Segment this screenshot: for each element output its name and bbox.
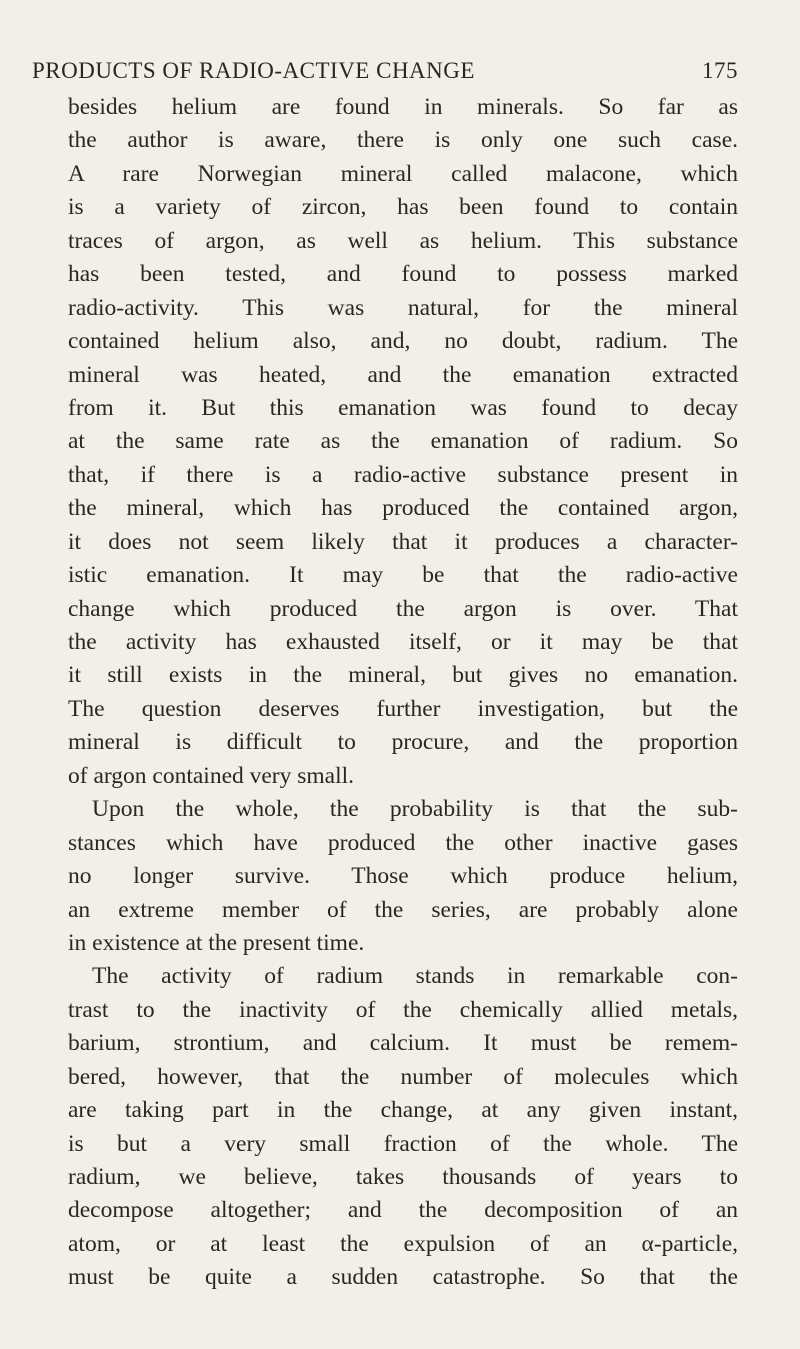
text-line: in existence at the present time. [68, 929, 365, 956]
text-line: Upon the whole, the probability is that the sub- [92, 796, 738, 823]
text-line: from it. But this emanation was found to decay [68, 394, 738, 421]
text-line: decompose altogether; and the decomposition of an [68, 1197, 738, 1224]
text-line: istic emanation. It may be that the radio-active [68, 562, 738, 589]
text-line: is but a very small fraction of the whole. The [68, 1130, 738, 1157]
running-header [32, 58, 738, 84]
text-line: atom, or at least the expulsion of an α-particle, [68, 1230, 738, 1257]
text-line: traces of argon, as well as helium. This substance [68, 227, 738, 254]
text-line: besides helium are found in minerals. So far as [68, 94, 738, 120]
running-title: PRODUCTS OF RADIO-ACTIVE CHANGE [32, 58, 475, 83]
text-line: mineral was heated, and the emanation extracted [68, 361, 738, 388]
text-line: it still exists in the mineral, but gives no emanation. [68, 662, 738, 689]
text-line: contained helium also, and, no doubt, radium. The [68, 328, 738, 355]
text-line: radio-activity. This was natural, for the mineral [68, 294, 738, 321]
text-line: The question deserves further investigation, but the [68, 695, 738, 722]
text-line: mineral is difficult to procure, and the proportion [68, 729, 738, 756]
text-line: it does not seem likely that it produces a character- [68, 528, 738, 555]
body-text [68, 91, 738, 1295]
text-line: an extreme member of the series, are probably alone [68, 896, 738, 923]
text-line: the mineral, which has produced the contained argon, [68, 495, 738, 522]
text-line: has been tested, and found to possess marked [68, 261, 738, 288]
text-line: trast to the inactivity of the chemically allied metals, [68, 996, 738, 1023]
text-line: change which produced the argon is over. That [68, 595, 738, 622]
text-line: are taking part in the change, at any given instant, [68, 1097, 738, 1124]
text-line: bered, however, that the number of molecules which [68, 1063, 738, 1090]
text-line: radium, we believe, takes thousands of years to [68, 1164, 738, 1190]
text-line: the author is aware, there is only one such case. [68, 127, 738, 154]
text-line: the activity has exhausted itself, or it may be that [68, 629, 738, 655]
text-line: of argon contained very small. [68, 762, 355, 789]
text-line: is a variety of zircon, has been found to contain [68, 194, 738, 221]
text-line: at the same rate as the emanation of radium. So [68, 428, 738, 455]
text-line: no longer survive. Those which produce helium, [68, 863, 738, 890]
text-line: The activity of radium stands in remarkable con- [92, 963, 738, 990]
text-line: must be quite a sudden catastrophe. So that the [68, 1264, 738, 1291]
text-line: A rare Norwegian mineral called malacone, which [68, 160, 738, 187]
text-line: stances which have produced the other inactive gases [68, 829, 738, 856]
page-number: 175 [702, 58, 738, 83]
text-line: barium, strontium, and calcium. It must be remem- [68, 1030, 738, 1057]
text-line: that, if there is a radio-active substance present in [68, 461, 738, 488]
